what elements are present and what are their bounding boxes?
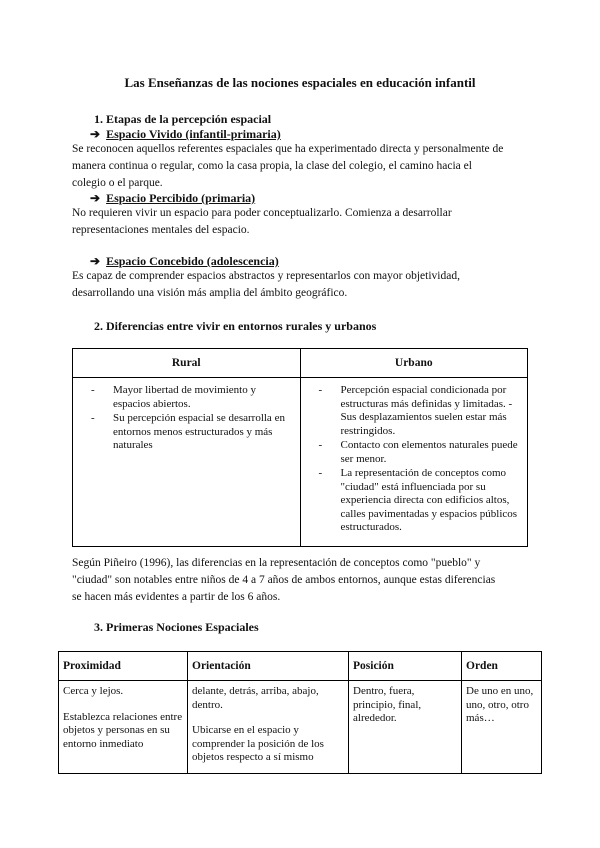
text-line: No requieren vivir un espacio para poder conceptualizarlo. Comienza a desarrollar xyxy=(72,207,452,219)
table-cell-orientacion xyxy=(188,681,349,774)
table-header-proximidad: Proximidad xyxy=(59,652,188,681)
urbano-list xyxy=(317,384,522,535)
table-header-urbano: Urbano xyxy=(300,349,528,378)
table-header-rural: Rural xyxy=(73,349,301,378)
subheading-espacio-percibido xyxy=(90,191,255,206)
table-cell-urbano xyxy=(300,378,528,547)
gap xyxy=(192,712,344,724)
document-title: Las Enseñanzas de las nociones espaciales en educación infantil xyxy=(124,75,476,90)
text-line: Es capaz de comprender espacios abstractos y representarlos con mayor objetividad, xyxy=(72,270,460,282)
text-line: "ciudad" son notables entre niños de 4 a 7 años de ambos entornos, aunque estas diferencias xyxy=(72,574,496,586)
text-line: Se reconocen aquellos referentes espaciales que ha experimentado directa y personalmente de xyxy=(72,143,504,155)
text-line: Según Piñeiro (1996), las diferencias en la representación de conceptos como "pueblo" y xyxy=(72,557,481,569)
paragraph-pineiro xyxy=(72,555,495,606)
table-header-orden: Orden xyxy=(462,652,542,681)
section-3-heading: 3. Primeras Nociones Espaciales xyxy=(94,620,259,634)
table-cell-rural xyxy=(73,378,301,547)
text-line: se hacen más evidentes a partir de los 6 años. xyxy=(72,591,281,603)
subheading-espacio-concebido xyxy=(90,254,279,269)
text-line: colegio o el parque. xyxy=(72,177,163,189)
list-item: - Su percepción espacial se desarrolla en entornos menos estructurados y más naturales xyxy=(89,412,294,453)
cell-text: Cerca y lejos. xyxy=(63,685,124,697)
paragraph-concebido xyxy=(72,268,460,302)
list-item: - La representación de conceptos como "ciudad" está influenciada por su experiencia directa con edificios altos, calles pavimentadas y espacios públicos estructurados. xyxy=(317,467,522,535)
cell-text: Ubicarse en el espacio y comprender la posición de los objetos respecto a sí mismo xyxy=(192,724,324,763)
subheading-label: Espacio Concebido (adolescencia) xyxy=(106,254,279,268)
rural-list xyxy=(89,384,294,453)
arrow-icon: ➔ xyxy=(90,191,101,205)
table-header-orientacion: Orientación xyxy=(188,652,349,681)
subheading-espacio-vivido xyxy=(90,127,281,142)
paragraph-vivido xyxy=(72,141,503,192)
list-item: - Mayor libertad de movimiento y espacios abiertos. xyxy=(89,384,294,411)
table-cell-posicion xyxy=(349,681,462,774)
paragraph-percibido xyxy=(72,205,452,239)
table-cell-orden xyxy=(462,681,542,774)
rural-urbano-table xyxy=(72,348,528,547)
cell-text: delante, detrás, arriba, abajo, dentro. xyxy=(192,685,319,711)
list-item: - Contacto con elementos naturales puede ser menor. xyxy=(317,439,522,466)
subheading-label: Espacio Vivido (infantil-primaria) xyxy=(106,127,281,141)
cell-text: Establezca relaciones entre objetos y personas en su entorno inmediato xyxy=(63,710,183,750)
text-line: desarrollando una visión más amplia del ámbito geográfico. xyxy=(72,287,348,299)
cell-text: Dentro, fuera, principio, final, alrededor. xyxy=(353,685,422,724)
arrow-icon: ➔ xyxy=(90,127,101,141)
section-2-heading: 2. Diferencias entre vivir en entornos rurales y urbanos xyxy=(94,319,377,333)
section-1-heading: 1. Etapas de la percepción espacial xyxy=(94,112,272,126)
nociones-table xyxy=(58,651,542,774)
text-line: representaciones mentales del espacio. xyxy=(72,224,250,236)
gap xyxy=(63,699,183,711)
table-header-posicion: Posición xyxy=(349,652,462,681)
cell-text: De uno en uno, uno, otro, otro más… xyxy=(466,685,534,724)
table-cell-proximidad xyxy=(59,681,188,774)
text-line: manera continua o regular, como la casa propia, la clase del colegio, el camino hacia el xyxy=(72,160,472,172)
arrow-icon: ➔ xyxy=(90,254,101,268)
list-item: - Percepción espacial condicionada por estructuras más definidas y limitadas. - Sus desplazamientos suelen estar más restringidos. xyxy=(317,384,522,438)
subheading-label: Espacio Percibido (primaria) xyxy=(106,191,256,205)
